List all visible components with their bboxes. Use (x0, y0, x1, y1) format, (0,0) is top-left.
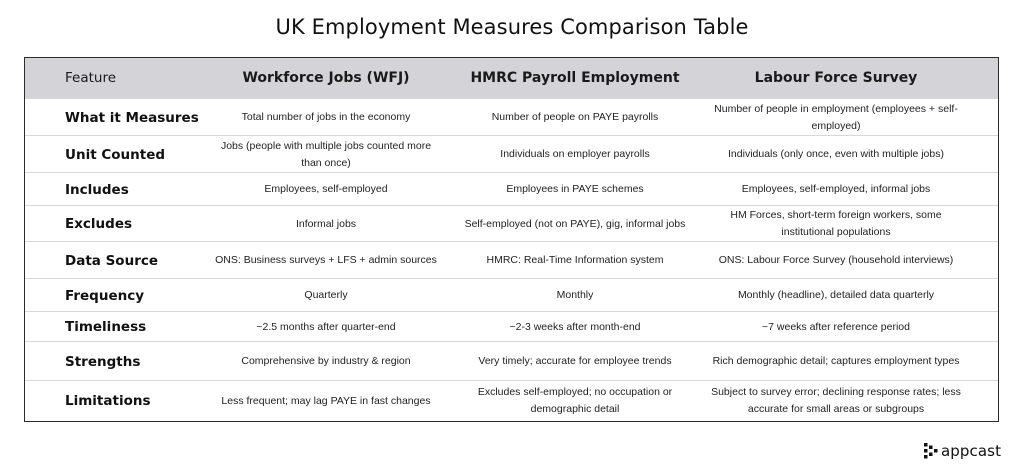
hmrc-cell (455, 279, 695, 312)
hmrc-cell (455, 342, 695, 381)
cell-text: Individuals on employer payrolls (500, 148, 650, 160)
lfs-cell (711, 99, 961, 136)
table-row (25, 380, 998, 421)
comparison-table (24, 57, 999, 422)
feature-cell (65, 99, 235, 136)
feature-cell (65, 312, 235, 342)
cell-text: Quarterly (304, 289, 348, 301)
wfj-cell (212, 173, 440, 206)
lfs-cell (711, 279, 961, 312)
appcast-logo (924, 440, 1001, 462)
header-cell-wfj (212, 58, 440, 98)
cell-text: Monthly (556, 289, 594, 301)
feature-label: Includes (65, 181, 129, 198)
feature-label: Limitations (65, 393, 151, 409)
cell-text: Employees, self-employed, informal jobs (741, 183, 931, 195)
wfj-cell (212, 136, 440, 173)
cell-text: Total number of jobs in the economy (241, 111, 411, 123)
feature-label: Strengths (65, 353, 141, 370)
lfs-cell (711, 206, 961, 242)
feature-cell (65, 342, 235, 381)
header-cell-lfs (711, 58, 961, 98)
table-row (25, 278, 998, 312)
page-title: UK Employment Measures Comparison Table (275, 15, 749, 39)
header-cell-feature (65, 58, 235, 98)
table-header-row (25, 58, 998, 98)
wfj-cell (212, 279, 440, 312)
feature-cell (65, 173, 235, 206)
cell-text: Informal jobs (295, 217, 357, 230)
hmrc-cell (455, 312, 695, 342)
cell-text: Employees in PAYE schemes (506, 183, 644, 195)
cell-text: ~2.5 months after quarter-end (256, 320, 396, 333)
cell-text: Excludes self-employed; no occupation or demographic detail (477, 386, 673, 415)
wfj-cell (212, 381, 440, 421)
feature-cell (65, 242, 235, 279)
hmrc-cell (455, 173, 695, 206)
cell-text: ONS: Business surveys + LFS + admin sources (215, 254, 437, 266)
table-row (25, 135, 998, 173)
feature-cell (65, 279, 235, 312)
header-label: Feature (65, 70, 117, 86)
wfj-cell (212, 342, 440, 381)
lfs-cell (711, 342, 961, 381)
feature-label: Excludes (65, 216, 133, 232)
feature-label: Unit Counted (65, 146, 166, 163)
appcast-logo-icon (924, 443, 938, 459)
cell-text: Very timely; accurate for employee trends (478, 355, 672, 367)
wfj-cell (212, 206, 440, 242)
hmrc-cell (455, 381, 695, 421)
header-cell-hmrc (455, 58, 695, 98)
lfs-cell (711, 312, 961, 342)
wfj-cell (212, 99, 440, 136)
cell-text: Number of people on PAYE payrolls (491, 111, 659, 123)
cell-text: Less frequent; may lag PAYE in fast changes (221, 394, 431, 407)
hmrc-cell (455, 206, 695, 242)
lfs-cell (711, 381, 961, 421)
cell-text: Rich demographic detail; captures employment types (712, 355, 960, 367)
hmrc-cell (455, 242, 695, 279)
header-label: Labour Force Survey (754, 70, 918, 86)
table-row (25, 172, 998, 206)
wfj-cell (212, 242, 440, 279)
feature-cell (65, 136, 235, 173)
header-label: HMRC Payroll Employment (470, 70, 680, 86)
cell-text: ONS: Labour Force Survey (household interviews) (718, 254, 954, 266)
cell-text: Comprehensive by industry & region (241, 355, 411, 367)
table-row (25, 341, 998, 381)
hmrc-cell (455, 99, 695, 136)
cell-text: Self-employed (not on PAYE), gig, informal jobs (464, 217, 686, 230)
cell-text: Employees, self-employed (264, 183, 388, 195)
feature-label: What it Measures (65, 109, 199, 126)
cell-text: Individuals (only once, even with multiple jobs) (728, 148, 944, 160)
table-row (25, 98, 998, 136)
lfs-cell (711, 173, 961, 206)
feature-cell (65, 206, 235, 242)
cell-text: Monthly (headline), detailed data quarterly (737, 289, 935, 301)
lfs-cell (711, 242, 961, 279)
header-label: Workforce Jobs (WFJ) (242, 70, 410, 86)
cell-text: Subject to survey error; declining response rates; less accurate for small areas or subgroups (711, 386, 961, 415)
feature-label: Frequency (65, 287, 145, 304)
feature-cell (65, 381, 235, 421)
feature-label: Data Source (65, 252, 159, 269)
hmrc-cell (455, 136, 695, 173)
cell-text: HMRC: Real-Time Information system (486, 254, 664, 266)
wfj-cell (212, 312, 440, 342)
cell-text: Number of people in employment (employees + self-employed) (714, 102, 958, 132)
cell-text: ~7 weeks after reference period (762, 320, 910, 333)
table-row (25, 311, 998, 342)
feature-label: Timeliness (65, 319, 147, 335)
cell-text: Jobs (people with multiple jobs counted more than once) (220, 139, 432, 169)
lfs-cell (711, 136, 961, 173)
table-row (25, 205, 998, 242)
cell-text: HM Forces, short-term foreign workers, some institutional populations (730, 209, 942, 238)
table-row (25, 241, 998, 279)
cell-text: ~2-3 weeks after month-end (509, 320, 641, 333)
brand-name: appcast (941, 442, 1002, 460)
